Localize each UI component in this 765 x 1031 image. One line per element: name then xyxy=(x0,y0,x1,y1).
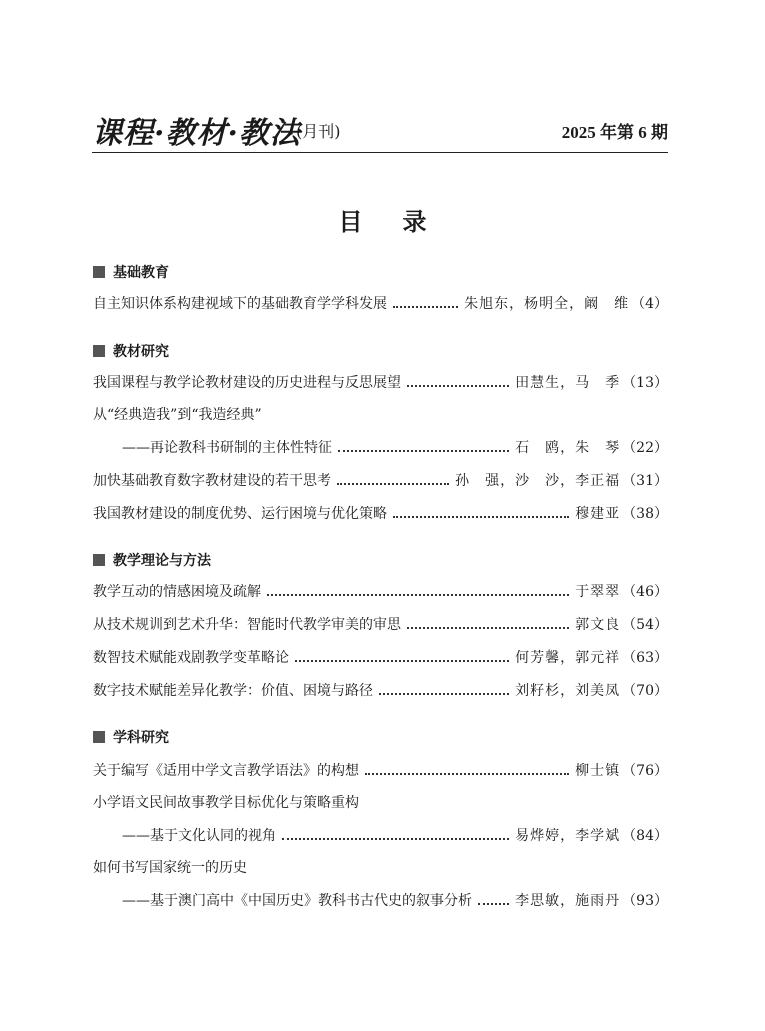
leader-dots xyxy=(393,516,569,518)
square-bullet-icon xyxy=(93,266,105,278)
article-title: 从技术规训到艺术升华：智能时代教学审美的审思 xyxy=(93,617,401,633)
toc-entry[interactable] xyxy=(93,503,668,525)
square-bullet-icon xyxy=(93,554,105,566)
toc-entry[interactable] xyxy=(122,437,668,459)
article-authors: 何芳馨，郭元祥 xyxy=(515,650,621,666)
toc-entry[interactable] xyxy=(93,614,668,636)
toc-entry[interactable] xyxy=(93,760,668,782)
toc-entry[interactable] xyxy=(93,470,668,492)
article-title: 我国教材建设的制度优势、运行困境与优化策略 xyxy=(93,506,387,522)
article-title: 教学互动的情感困境及疏解 xyxy=(93,584,261,600)
article-page: （54） xyxy=(622,617,668,633)
toc-entry[interactable] xyxy=(93,647,668,669)
article-page: （31） xyxy=(622,473,668,489)
article-page: （38） xyxy=(622,506,668,522)
leader-dots xyxy=(478,903,509,905)
article-title: 加快基础教育数字教材建设的若干思考 xyxy=(93,473,331,489)
article-authors: 柳士镇 xyxy=(575,763,621,779)
section-heading xyxy=(93,728,169,748)
square-bullet-icon xyxy=(93,345,105,357)
article-page: （4） xyxy=(631,296,668,312)
journal-title: 课程·教材·教法 xyxy=(92,116,301,151)
leader-dots xyxy=(379,693,509,695)
article-title[interactable]: 从“经典造我”到“我造经典” xyxy=(93,407,262,423)
section-label: 基础教育 xyxy=(113,265,169,281)
square-bullet-icon xyxy=(93,731,105,743)
article-authors: 郭文良 xyxy=(575,617,621,633)
article-authors: 孙 强，沙 沙，李正福 xyxy=(455,473,621,489)
article-page: （70） xyxy=(622,683,668,699)
leader-dots xyxy=(282,838,509,840)
issue-number: 2025 年第 6 期 xyxy=(561,123,668,142)
section-heading xyxy=(93,342,169,362)
section-heading xyxy=(93,551,211,571)
leader-dots xyxy=(295,660,509,662)
article-authors: 李思敏，施雨丹 xyxy=(515,893,621,909)
section-heading xyxy=(93,263,169,283)
toc-entry[interactable] xyxy=(122,825,668,847)
article-page: （63） xyxy=(622,650,668,666)
toc-entry[interactable] xyxy=(93,372,668,394)
toc-entry[interactable] xyxy=(122,890,668,912)
article-subtitle: ——再论教科书研制的主体性特征 xyxy=(122,440,332,456)
article-title: 数字技术赋能差异化教学：价值、困境与路径 xyxy=(93,683,373,699)
article-authors: 易烨婷，李学斌 xyxy=(515,828,621,844)
section-label: 学科研究 xyxy=(113,730,169,746)
article-subtitle: ——基于文化认同的视角 xyxy=(122,828,276,844)
article-page: （13） xyxy=(622,375,668,391)
article-title: 自主知识体系构建视域下的基础教育学学科发展 xyxy=(93,296,387,312)
article-page: （46） xyxy=(622,584,668,600)
toc-entry[interactable] xyxy=(93,293,668,315)
leader-dots xyxy=(407,627,569,629)
article-authors: 于翠翠 xyxy=(575,584,621,600)
leader-dots xyxy=(365,773,569,775)
article-title: 数智技术赋能戏剧教学变革略论 xyxy=(93,650,289,666)
leader-dots xyxy=(267,594,569,596)
journal-frequency: (月刊) xyxy=(296,122,341,141)
article-authors: 朱旭东，杨明全，阚 维 xyxy=(464,296,630,312)
article-page: （22） xyxy=(622,440,668,456)
article-title: 关于编写《适用中学文言教学语法》的构想 xyxy=(93,763,359,779)
article-subtitle: ——基于澳门高中《中国历史》教科书古代史的叙事分析 xyxy=(122,893,472,909)
article-title: 我国课程与教学论教材建设的历史进程与反思展望 xyxy=(93,375,401,391)
toc-entry[interactable] xyxy=(93,680,668,702)
article-page: （76） xyxy=(622,763,668,779)
article-title[interactable]: 小学语文民间故事教学目标优化与策略重构 xyxy=(93,795,359,811)
leader-dots xyxy=(338,450,509,452)
page-title: 目录 xyxy=(338,208,467,236)
article-authors: 穆建亚 xyxy=(575,506,621,522)
journal-header xyxy=(92,108,668,153)
toc-entry[interactable] xyxy=(93,581,668,603)
leader-dots xyxy=(393,306,458,308)
section-label: 教学理论与方法 xyxy=(113,553,211,569)
article-page: （93） xyxy=(622,893,668,909)
article-title[interactable]: 如何书写国家统一的历史 xyxy=(93,860,247,876)
section-label: 教材研究 xyxy=(113,344,169,360)
leader-dots xyxy=(407,385,509,387)
leader-dots xyxy=(337,483,449,485)
article-authors: 刘籽杉，刘美凤 xyxy=(515,683,621,699)
article-page: （84） xyxy=(622,828,668,844)
article-authors: 石 鸥，朱 琴 xyxy=(515,440,621,456)
article-authors: 田慧生，马 季 xyxy=(515,375,621,391)
